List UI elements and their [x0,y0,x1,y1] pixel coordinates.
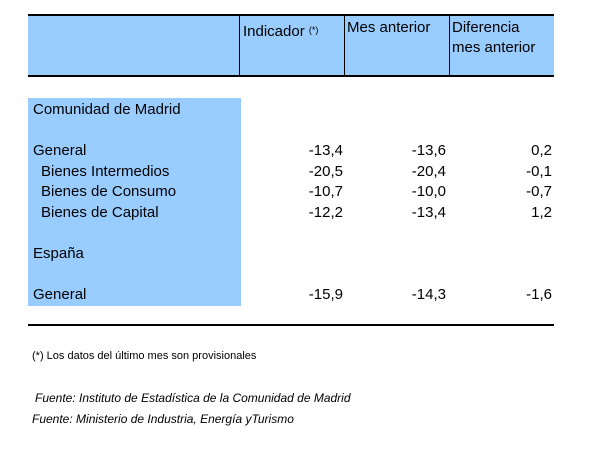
row-label: General [33,142,87,159]
value-diferencia: -0,1 [526,163,552,180]
section-title-row [0,244,614,264]
value-diferencia: 0,2 [531,142,552,159]
row-label: General [33,286,87,303]
header-diferencia-line1: Diferencia [452,19,520,36]
value-indicador: -13,4 [308,142,343,159]
value-mes-anterior: -13,6 [411,142,446,159]
column-divider [449,16,450,75]
value-indicador: -12,2 [308,204,343,221]
row-label: Bienes de Capital [41,204,159,221]
header-indicador [243,22,318,41]
header-mes-anterior: Mes anterior [347,19,431,36]
table-row [0,162,614,182]
header-diferencia-line2: mes anterior [452,39,536,56]
value-diferencia: -1,6 [526,286,552,303]
header-indicador-label: Indicador [243,23,305,40]
value-diferencia: 1,2 [531,204,552,221]
row-label: Bienes Intermedios [41,163,170,180]
value-indicador: -20,5 [308,163,343,180]
section-title: Comunidad de Madrid [33,101,181,118]
table-header [28,14,554,77]
table-row [0,203,614,223]
value-mes-anterior: -13,4 [411,204,446,221]
table-bottom-rule [28,324,554,326]
column-divider [344,16,345,75]
footnote: (*) Los datos del último mes son provisionales [32,350,257,362]
row-label: Bienes de Consumo [41,183,177,200]
value-indicador: -10,7 [308,183,343,200]
header-indicador-footnote-mark: (*) [308,25,319,35]
value-mes-anterior: -20,4 [411,163,446,180]
value-mes-anterior: -10,0 [411,183,446,200]
section-title-row [0,100,614,120]
column-divider [239,16,240,75]
value-diferencia: -0,7 [526,183,552,200]
table-row [0,182,614,202]
value-indicador: -15,9 [308,286,343,303]
source-line-1: Fuente: Instituto de Estadística de la Comunidad de Madrid [35,391,351,405]
table-row [0,285,614,305]
table-row [0,141,614,161]
value-mes-anterior: -14,3 [411,286,446,303]
section-title: España [33,245,84,262]
source-line-2: Fuente: Ministerio de Industria, Energía yTurismo [32,412,294,426]
row-label-band [28,98,241,306]
